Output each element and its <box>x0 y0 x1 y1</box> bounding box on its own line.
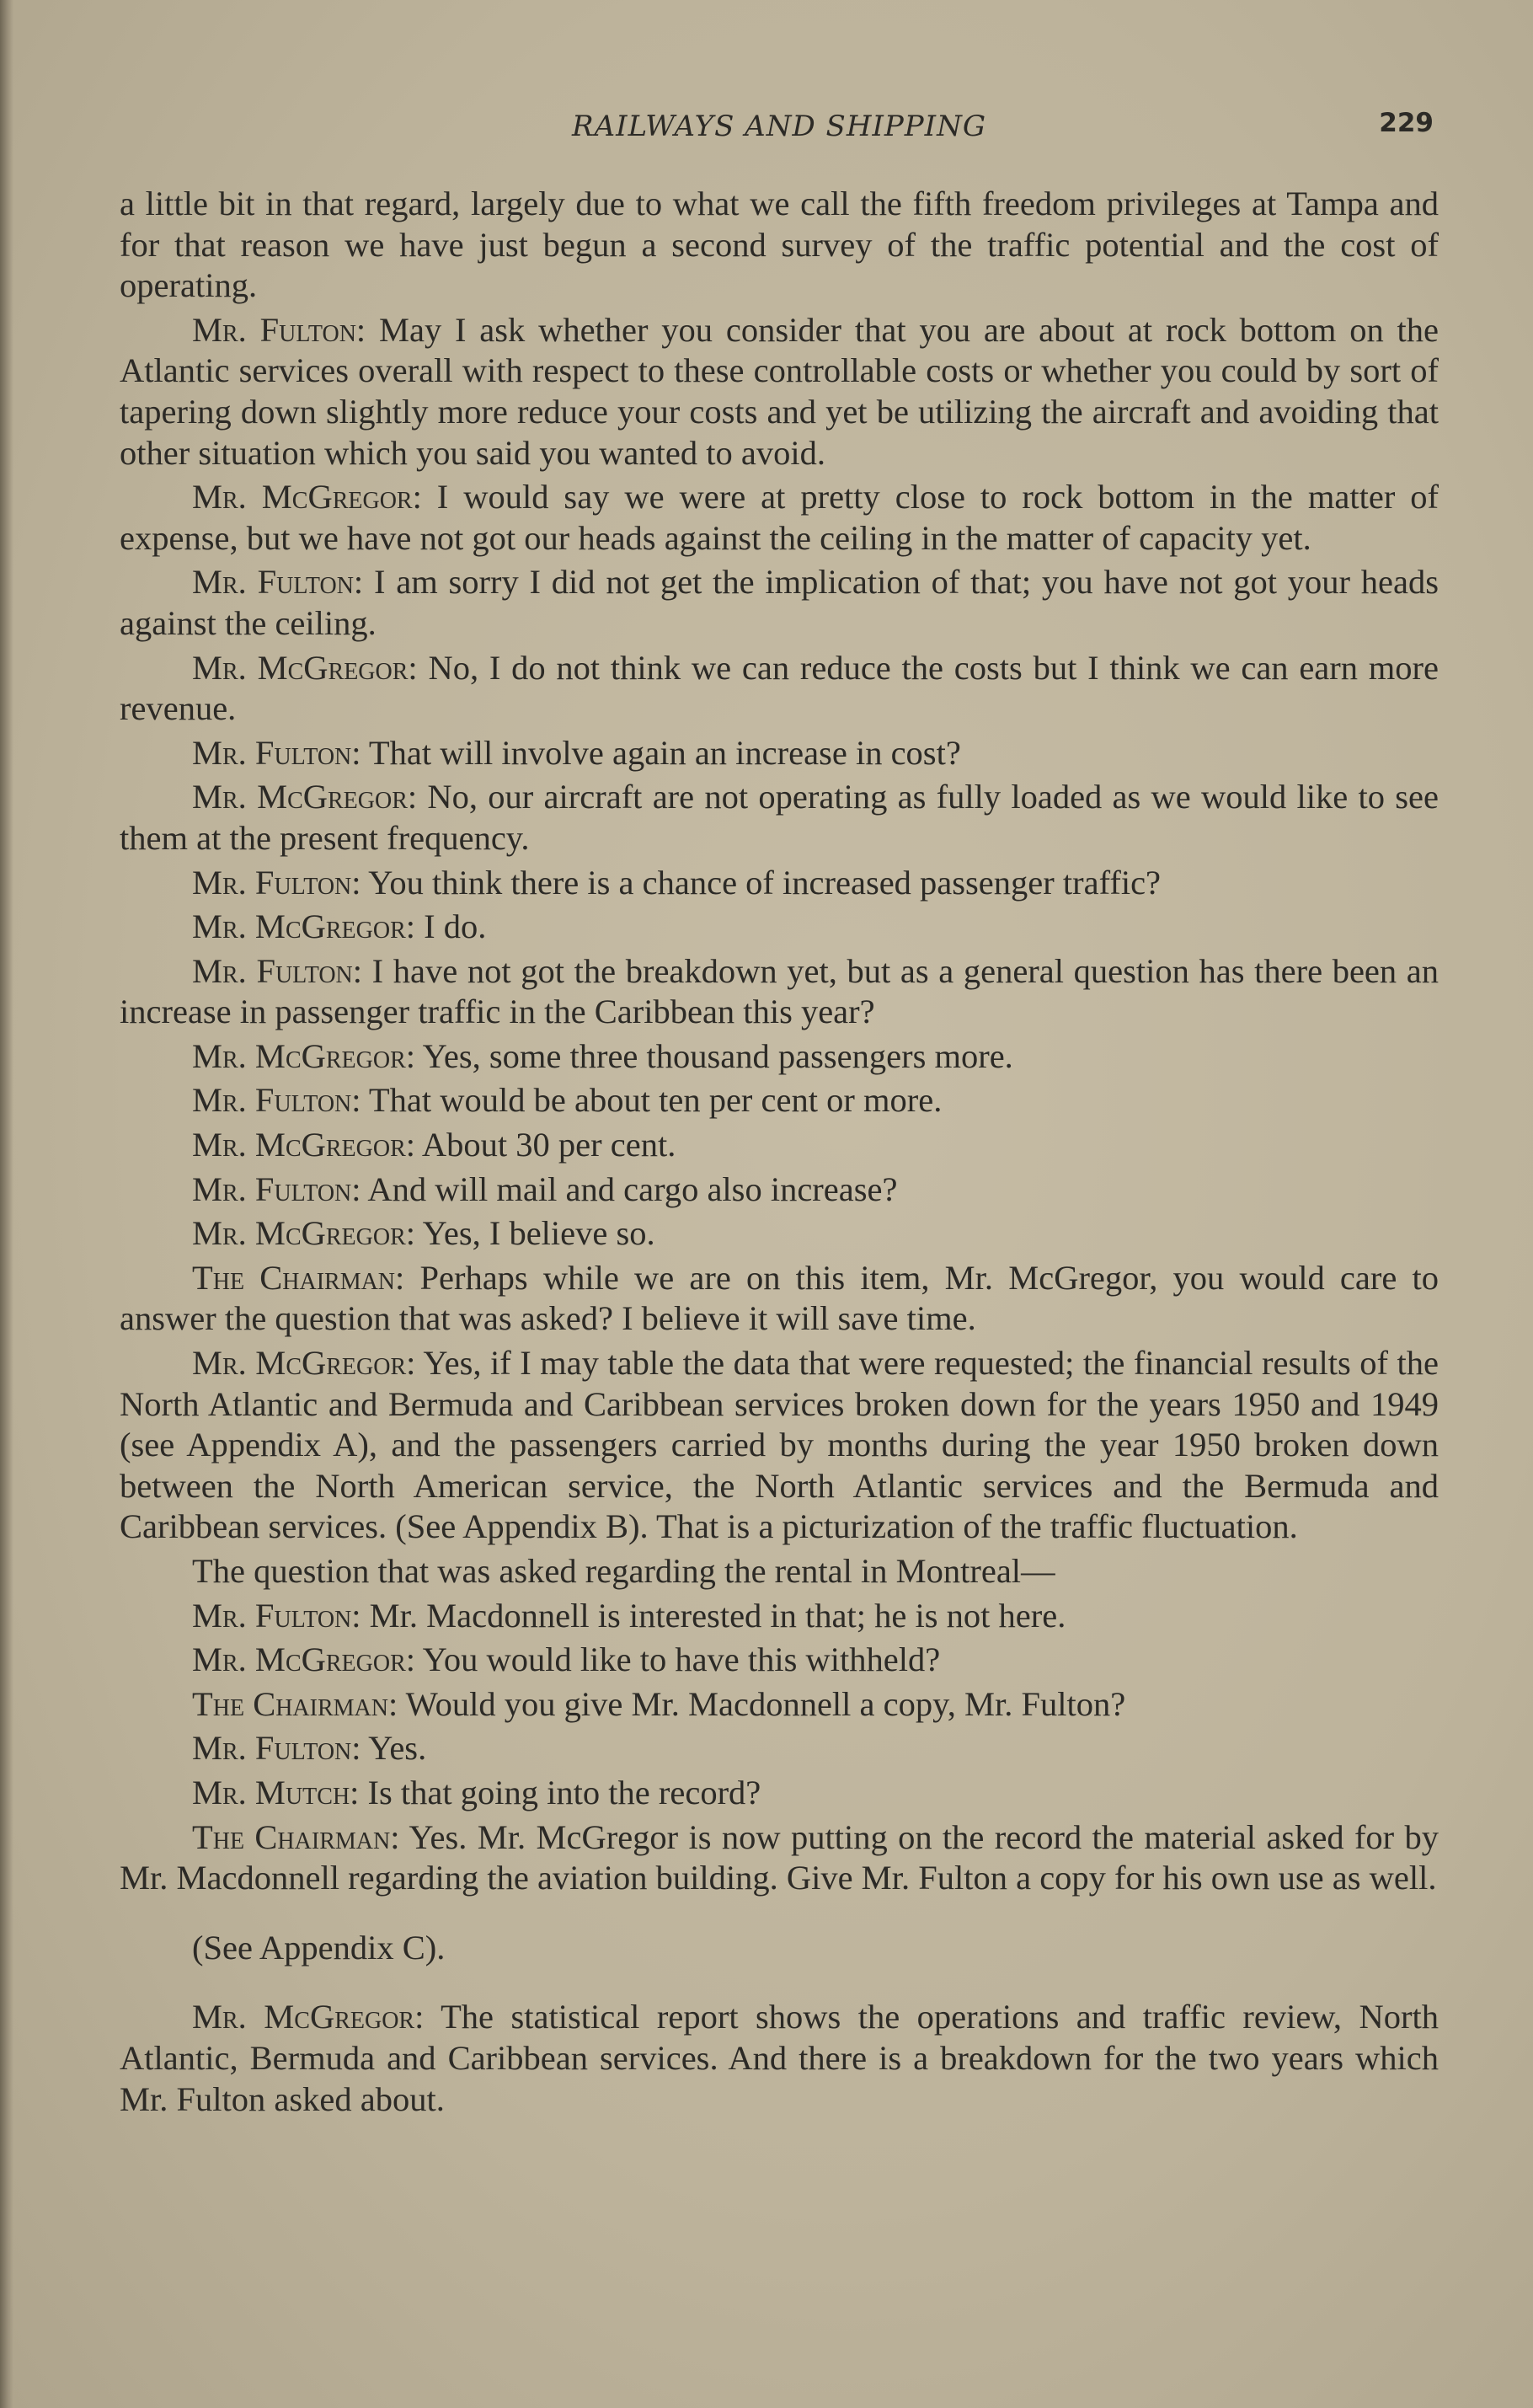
speaker-name: Mr. McGregor: <box>192 1998 425 2036</box>
speaker-name: Mr. McGregor: <box>192 907 416 946</box>
transcript-paragraph <box>120 1343 1439 1548</box>
appendix-note <box>120 1928 1439 1969</box>
speaker-name: Mr. Fulton: <box>192 951 363 990</box>
paragraph-text: I have not got the breakdown yet, but as a general question has there been an increase in passenger traffic in the Caribbean this year? <box>120 951 1439 1031</box>
paragraph-text: May I ask whether you consider that you are about at rock bottom on the Atlantic services overall with respect to these controllable costs or whether you could by sort of tapering down slightly more reduce your costs and yet be utilizing the aircraft and avoiding that other situation which you said you wanted to avoid. <box>120 310 1439 472</box>
transcript-paragraph <box>120 1169 1439 1211</box>
transcript-paragraph <box>120 1258 1439 1340</box>
transcript-paragraph <box>120 1728 1439 1769</box>
paragraph-text: Mr. Macdonnell is interested in that; he is not here. <box>369 1596 1066 1635</box>
running-title: RAILWAYS AND SHIPPING <box>571 110 987 143</box>
paragraph-text: No, I do not think we can reduce the costs but I think we can earn more revenue. <box>120 648 1440 728</box>
speaker-name: Mr. Mutch: <box>192 1773 360 1811</box>
speaker-name: Mr. Fulton: <box>192 563 364 602</box>
paragraph-text: a little bit in that regard, largely due to what we call the fifth freedom privileges at Tampa and for that reason we have just begun a second survey of the traffic potential and the cost of operating. <box>120 185 1439 305</box>
paragraph-text: No, our aircraft are not operating as fully loaded as we would like to see them at the present frequency. <box>120 778 1439 857</box>
transcript-paragraph <box>120 648 1439 730</box>
paragraph-text: The statistical report shows the operations and traffic review, North Atlantic, Bermuda and Caribbean services. And there is a breakdown for the two years which Mr. Fulton asked about. <box>120 1998 1439 2118</box>
transcript-paragraph <box>120 777 1439 859</box>
transcript-paragraph <box>120 1596 1439 1637</box>
transcript-paragraph <box>120 1997 1439 2120</box>
transcript-paragraph <box>120 733 1439 774</box>
transcript-paragraph <box>120 1125 1439 1166</box>
speaker-name: Mr. Fulton: <box>192 1169 361 1208</box>
transcript-paragraph <box>120 477 1439 559</box>
transcript-paragraph <box>120 1817 1439 1899</box>
paragraph-text: That would be about ten per cent or more. <box>368 1081 943 1120</box>
page-number: 229 <box>1379 108 1434 138</box>
speaker-name: Mr. Fulton: <box>192 1081 361 1120</box>
transcript-body <box>120 184 1439 2123</box>
speaker-name: Mr. McGregor: <box>192 1036 416 1075</box>
speaker-name: Mr. McGregor: <box>192 1126 416 1164</box>
transcript-paragraph <box>120 1640 1439 1681</box>
transcript-paragraph <box>120 1080 1439 1121</box>
speaker-name: The Chairman: <box>192 1684 398 1723</box>
paragraph-text: I do. <box>424 907 487 946</box>
speaker-name: Mr. McGregor: <box>192 1640 416 1679</box>
speaker-name: Mr. McGregor: <box>192 1214 416 1253</box>
paragraph-text: That will involve again an increase in cost? <box>368 733 961 772</box>
paragraph-text: About 30 per cent. <box>421 1126 676 1164</box>
speaker-name: Mr. McGregor: <box>192 478 422 516</box>
speaker-name: The Chairman: <box>192 1817 400 1856</box>
transcript-paragraph <box>120 562 1439 644</box>
speaker-name: Mr. Fulton: <box>192 733 361 772</box>
speaker-name: The Chairman: <box>192 1258 405 1297</box>
page-header <box>118 108 1440 150</box>
transcript-paragraph <box>120 907 1439 948</box>
speaker-name: Mr. McGregor: <box>192 1344 416 1383</box>
transcript-paragraph <box>120 1551 1439 1592</box>
transcript-paragraph <box>120 310 1439 474</box>
paragraph-text: The question that was asked regarding the rental in Montreal— <box>192 1552 1055 1590</box>
paragraph-text: You think there is a chance of increased passenger traffic? <box>368 863 1162 902</box>
transcript-paragraph <box>120 1036 1439 1078</box>
paragraph-text: Would you give Mr. Macdonnell a copy, Mr. Fulton? <box>405 1684 1126 1723</box>
paragraph-text: I am sorry I did not get the implication of that; you have not got your heads against the ceiling. <box>120 563 1439 642</box>
speaker-name: Mr. Fulton: <box>192 863 361 902</box>
paragraph-text: Yes, I believe so. <box>422 1214 655 1253</box>
speaker-name: Mr. McGregor: <box>192 648 418 687</box>
transcript-paragraph <box>120 1684 1439 1726</box>
paragraph-text: And will mail and cargo also increase? <box>367 1169 898 1208</box>
transcript-paragraph <box>120 1213 1439 1255</box>
paragraph-text: (See Appendix C). <box>192 1928 446 1967</box>
transcript-paragraph <box>120 1773 1439 1814</box>
transcript-paragraph <box>120 863 1439 904</box>
paragraph-text: I would say we were at pretty close to rock bottom in the matter of expense, but we have not got our heads against the ceiling in the matter of capacity yet. <box>120 478 1439 557</box>
transcript-paragraph <box>120 184 1439 307</box>
speaker-name: Mr. Fulton: <box>192 310 366 349</box>
speaker-name: Mr. Fulton: <box>192 1596 361 1635</box>
paragraph-text: Is that going into the record? <box>367 1773 761 1811</box>
paragraph-text: Yes. <box>368 1729 427 1768</box>
paragraph-text: Yes, if I may table the data that were requested; the financial results of the North Atlantic and Bermuda and Caribbean services broken down for the years 1950 and 1949 (see Appendix A), and the passengers carried by months during the year 1950 broken down between the North American service, the North Atlantic services and the Bermuda and Caribbean services. (See Appendix B). That is a picturization of the traffic fluctuation. <box>120 1344 1439 1546</box>
speaker-name: Mr. McGregor: <box>192 778 418 816</box>
paragraph-text: Perhaps while we are on this item, Mr. McGregor, you would care to answer the question that was asked? I believe it will save time. <box>120 1258 1439 1338</box>
transcript-paragraph <box>120 951 1439 1033</box>
paragraph-text: Yes, some three thousand passengers more. <box>422 1036 1013 1075</box>
book-spine-shadow <box>0 0 13 2408</box>
speaker-name: Mr. Fulton: <box>192 1729 361 1768</box>
paragraph-text: You would like to have this withheld? <box>422 1640 941 1679</box>
paragraph-text: Yes. Mr. McGregor is now putting on the record the material asked for by Mr. Macdonnell regarding the aviation building. Give Mr. Fulton a copy for his own use as well. <box>120 1817 1440 1897</box>
